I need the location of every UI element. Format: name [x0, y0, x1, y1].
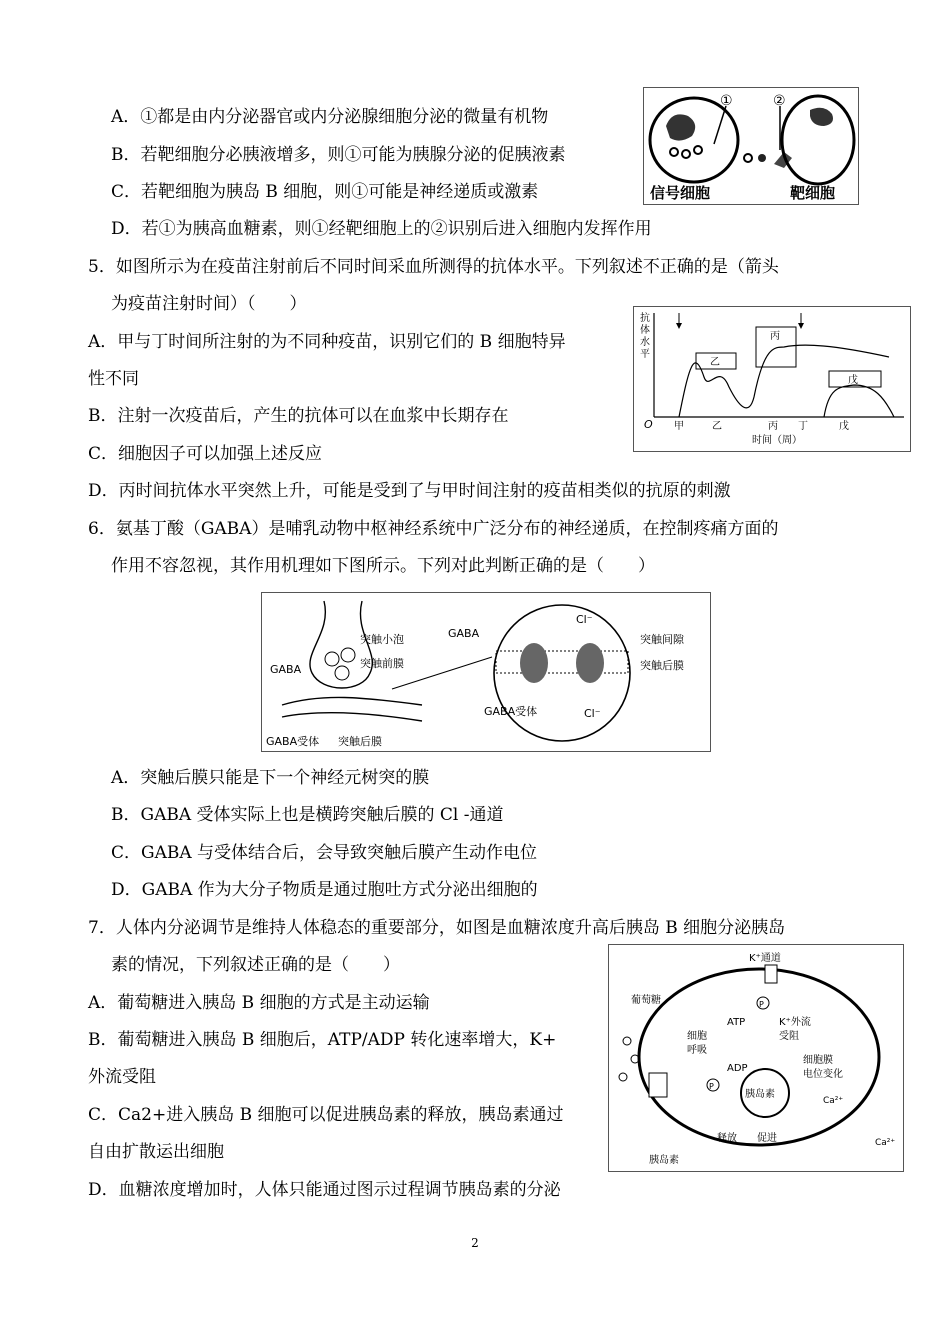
q7-stem: 7．人体内分泌调节是维持人体稳态的重要部分，如图是血糖浓度升高后胰岛 B 细胞分泌胰岛: [88, 918, 786, 938]
label-p-top: P: [759, 1000, 764, 1009]
xtick-jia: 甲: [674, 421, 684, 432]
antibody-chart-svg: [634, 307, 910, 451]
label-ca-outside: Ca²⁺: [875, 1138, 896, 1148]
q6-stem: 6．氨基丁酸（GABA）是哺乳动物中枢神经系统中广泛分布的神经递质，在控制疼痛方面的: [88, 519, 779, 539]
caption-target-cell: 靶细胞: [790, 184, 836, 202]
label-potential-1: 细胞膜: [803, 1055, 833, 1066]
q5-option-a: A．甲与丁时间所注射的为不同种疫苗，识别它们的 B 细胞特异: [88, 332, 566, 352]
xtick-ding: 丁: [798, 421, 808, 432]
label-gaba-left: GABA: [270, 663, 302, 676]
postsynaptic-membrane: [282, 697, 422, 721]
label-1: ①: [720, 93, 733, 109]
xtick-bing: 丙: [768, 421, 778, 432]
label-respiration-2: 呼吸: [687, 1045, 707, 1056]
q7-stem-cont: 素的情况，下列叙述正确的是（ ）: [111, 955, 400, 975]
q6-option-b: B．GABA 受体实际上也是横跨突触后膜的 Cl -通道: [111, 805, 504, 825]
q5-option-b: B．注射一次疫苗后，产生的抗体可以在血浆中长期存在: [88, 406, 509, 426]
label-receptor-left: GABA受体: [266, 735, 320, 748]
signal-cell-figure: [643, 87, 859, 205]
label-potential-2: 电位变化: [803, 1069, 843, 1080]
label-premembrane: 突触前膜: [360, 657, 404, 670]
label-receptor-right: GABA受体: [484, 705, 538, 718]
label-respiration-1: 细胞: [687, 1031, 707, 1042]
label-cl-bottom: Cl⁻: [584, 707, 601, 720]
label-insulin-outside: 胰岛素: [649, 1155, 679, 1166]
q7-option-c-cont: 自由扩散运出细胞: [88, 1142, 224, 1162]
caption-signal-cell: 信号细胞: [650, 184, 711, 202]
q5-option-c: C．细胞因子可以加强上述反应: [88, 444, 323, 464]
q6-option-d: D．GABA 作为大分子物质是通过胞吐方式分泌出细胞的: [111, 880, 538, 900]
bar-yi-label: 乙: [710, 357, 720, 368]
label-cl-top: Cl⁻: [576, 613, 593, 626]
q4-option-a: A．①都是由内分泌器官或内分泌腺细胞分泌的微量有机物: [111, 107, 549, 127]
q5-stem-cont: 为疫苗注射时间）（ ）: [111, 294, 307, 314]
ylabel-3: 水: [640, 337, 650, 348]
label-ca-inside: Ca²⁺: [823, 1096, 844, 1106]
q7-option-c: C．Ca2+进入胰岛 B 细胞可以促进胰岛素的释放，胰岛素通过: [88, 1105, 564, 1125]
nucleus-right: [810, 108, 833, 126]
beta-cell-figure: [608, 944, 904, 1172]
ylabel-2: 体: [640, 325, 650, 336]
membrane-bilayer: [496, 651, 628, 673]
q5-option-a-cont: 性不同: [88, 369, 139, 389]
q7-option-a: A．葡萄糖进入胰岛 B 细胞的方式是主动运输: [88, 993, 430, 1013]
bar-bing-label: 丙: [770, 331, 780, 342]
label-atp: ATP: [727, 1017, 746, 1028]
receptor-2: [576, 643, 604, 683]
q4-option-d: D．若①为胰高血糖素，则①经靶细胞上的②识别后进入细胞内发挥作用: [111, 219, 652, 239]
q4-option-b: B．若靶细胞分必胰液增多，则①可能为胰腺分泌的促胰液素: [111, 145, 566, 165]
k-channel-shape: [765, 965, 777, 983]
label-2: ②: [773, 93, 786, 109]
label-glucose: 葡萄糖: [631, 995, 661, 1006]
cell-membrane: [639, 969, 879, 1145]
label-k-channel: K⁺通道: [749, 953, 781, 964]
origin-label: O: [644, 418, 653, 431]
label-vesicle: 突触小泡: [360, 633, 404, 646]
gaba-synapse-svg: [262, 593, 710, 751]
xtick-wu: 戊: [839, 421, 849, 432]
bar-wu-label: 戊: [848, 375, 858, 386]
q5-stem: 5．如图所示为在疫苗注射前后不同时间采血所测得的抗体水平。下列叙述不正确的是（箭头: [88, 257, 779, 277]
ylabel-1: 抗: [640, 313, 650, 324]
label-release: 释放: [717, 1133, 737, 1144]
label-postmembrane-right: 突触后膜: [640, 659, 684, 672]
q6-stem-cont: 作用不容忽视，其作用机理如下图所示。下列对此判断正确的是（ ）: [111, 556, 655, 576]
q6-option-c: C．GABA 与受体结合后，会导致突触后膜产生动作电位: [111, 843, 538, 863]
q6-option-a: A．突触后膜只能是下一个神经元树突的膜: [111, 768, 430, 788]
label-insulin-inside: 胰岛素: [745, 1089, 775, 1100]
glucose-transporter: [649, 1073, 667, 1097]
label-promote: 促进: [757, 1133, 777, 1144]
q5-option-d: D．丙时间抗体水平突然上升，可能是受到了与甲时间注射的疫苗相类似的抗原的刺激: [88, 481, 731, 501]
q4-option-c: C．若靶细胞为胰岛 B 细胞，则①可能是神经递质或激素: [111, 182, 539, 202]
q7-option-b: B．葡萄糖进入胰岛 B 细胞后，ATP/ADP 转化速率增大，K+: [88, 1030, 557, 1050]
label-postmembrane-left: 突触后膜: [338, 735, 382, 748]
receptor-1: [520, 643, 548, 683]
antibody-curve-2: [824, 385, 894, 417]
antibody-chart-figure: [633, 306, 911, 452]
page-number: 2: [471, 1236, 479, 1250]
xtick-yi: 乙: [712, 421, 722, 432]
label-p-bottom: P: [709, 1082, 714, 1091]
label-k-blocked-1: K⁺外流: [779, 1017, 811, 1028]
q7-option-d: D．血糖浓度增加时，人体只能通过图示过程调节胰岛素的分泌: [88, 1180, 561, 1200]
gaba-synapse-figure: [261, 592, 711, 752]
q7-option-b-cont: 外流受阻: [88, 1067, 156, 1087]
ylabel-4: 平: [640, 349, 650, 360]
signal-cell-svg: [644, 88, 858, 204]
xlabel: 时间（周）: [752, 435, 802, 446]
label-cleft: 突触间隙: [640, 633, 684, 646]
label-adp: ADP: [727, 1063, 748, 1074]
nucleus-left: [666, 114, 695, 140]
beta-cell-svg: [609, 945, 903, 1171]
zoom-arrow: [392, 657, 492, 689]
label-gaba-right: GABA: [448, 627, 480, 640]
label-k-blocked-2: 受阻: [779, 1031, 799, 1042]
